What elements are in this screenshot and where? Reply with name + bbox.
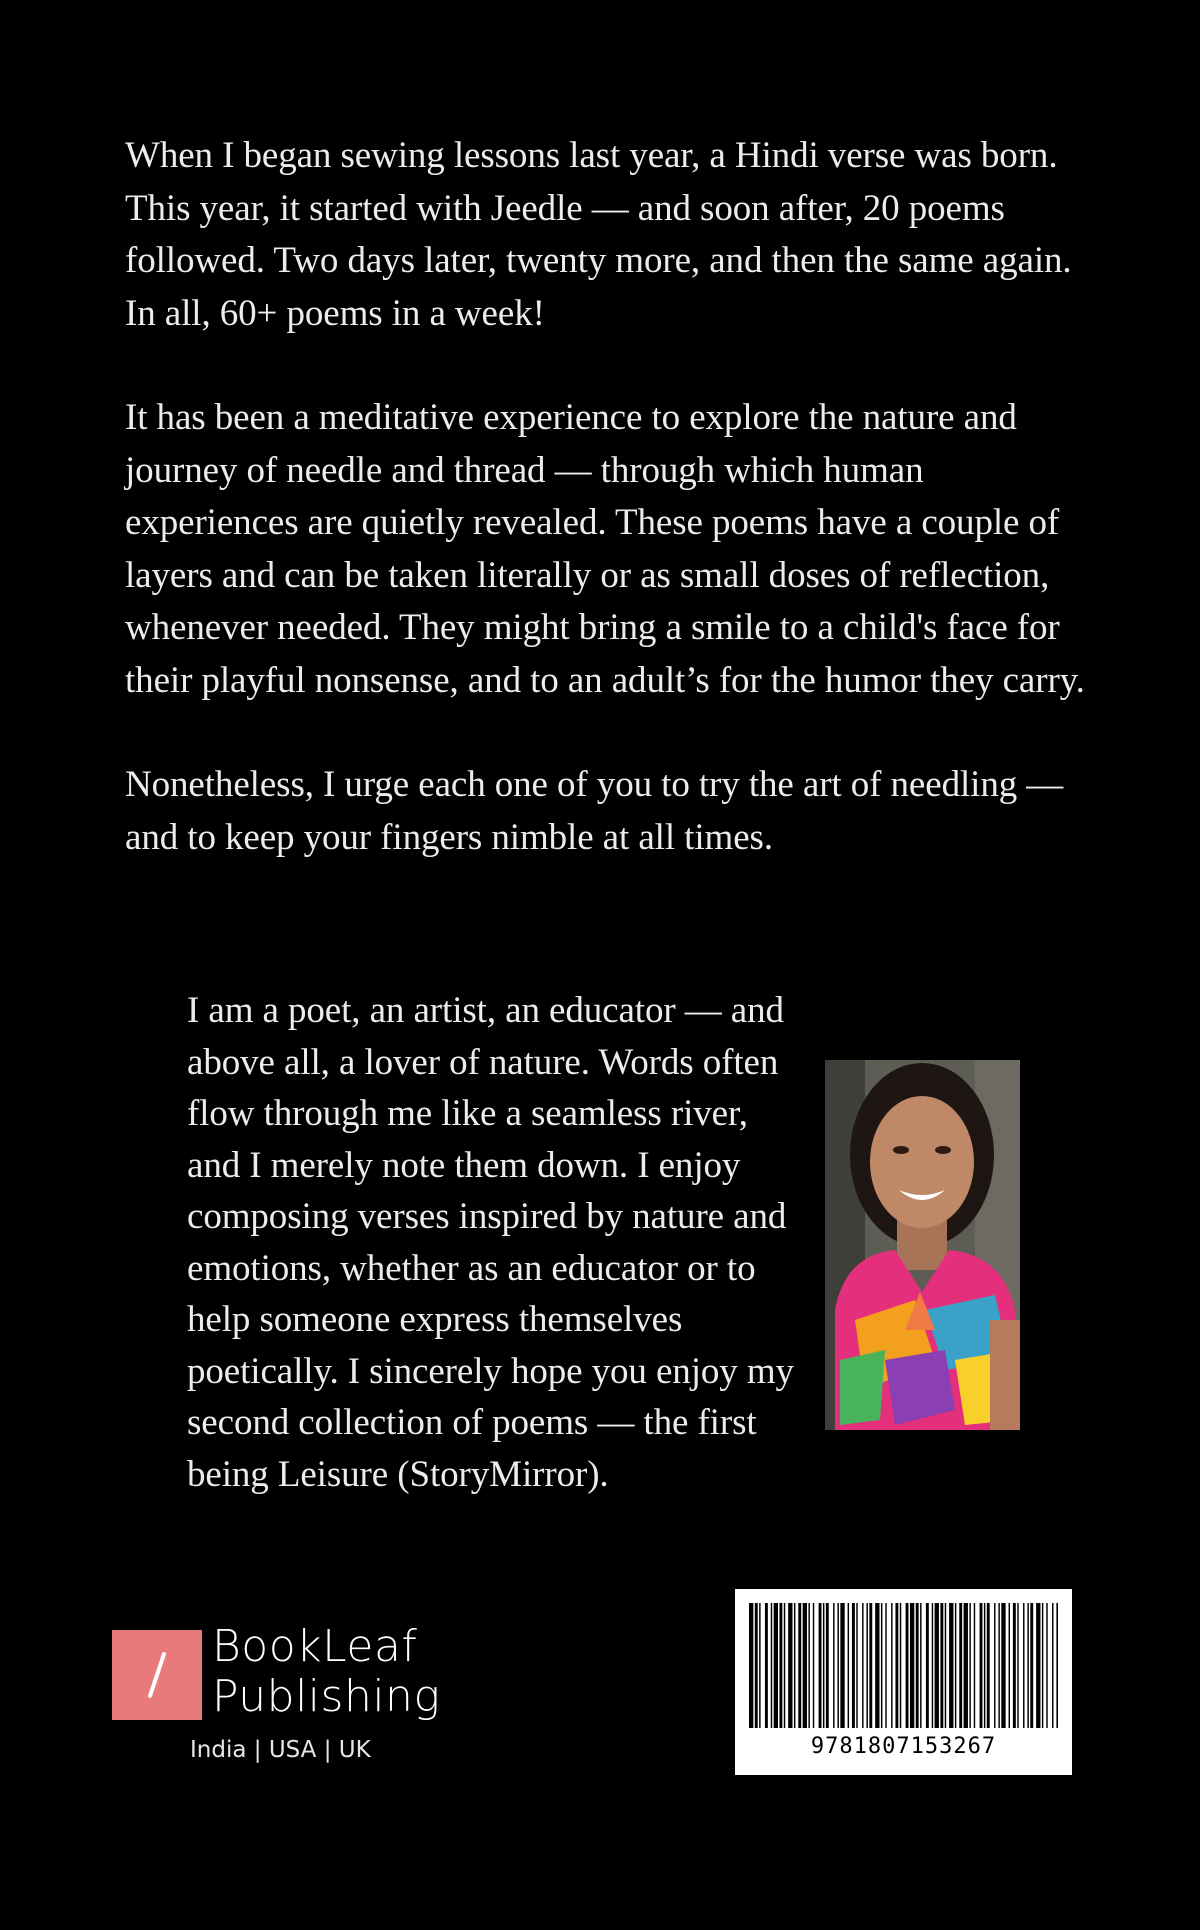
barcode-bar	[808, 1603, 809, 1728]
barcode-bar	[916, 1603, 919, 1728]
barcode-bar	[774, 1603, 778, 1728]
barcode-bar	[1013, 1603, 1016, 1728]
barcode-bar	[1056, 1603, 1058, 1728]
barcode-bar	[875, 1603, 879, 1728]
blurb-paragraph-3: Nonetheless, I urge each one of you to try the art of needling — and to keep your fingers nimble at all times.	[125, 764, 1064, 858]
barcode-bar	[998, 1603, 999, 1728]
barcode-bar	[794, 1603, 795, 1728]
barcode-bar	[833, 1603, 834, 1728]
barcode-bar	[1046, 1603, 1047, 1728]
barcode-bar	[881, 1603, 882, 1728]
barcode-bar	[900, 1603, 901, 1728]
barcode-bar	[1042, 1603, 1043, 1728]
publisher-regions: India | USA | UK	[190, 1737, 371, 1763]
publisher-name-line2: Publishing	[212, 1671, 441, 1722]
barcode-bar	[798, 1603, 801, 1728]
barcode-bar	[784, 1603, 785, 1728]
barcode-bar	[1023, 1603, 1024, 1728]
barcode-bar	[862, 1603, 863, 1728]
barcode-bar	[826, 1603, 829, 1728]
barcode-bar	[987, 1603, 990, 1728]
author-portrait-icon	[825, 1060, 1020, 1430]
barcode-bar	[840, 1603, 844, 1728]
isbn-barcode	[735, 1589, 1072, 1775]
barcode-bar	[984, 1603, 985, 1728]
barcode-bar	[885, 1603, 886, 1728]
barcode-bar	[1030, 1603, 1033, 1728]
barcode-bar	[1052, 1603, 1053, 1728]
barcode-bar	[771, 1603, 772, 1728]
barcode-bar	[945, 1603, 946, 1728]
barcode-bar	[848, 1603, 849, 1728]
author-bio-text: I am a poet, an artist, an educator — and above all, a lover of nature. Words often flow through me like a seamless river, and I merely note them down. I enjoy composing verses inspired by nature and emotions, whether as an educator or to help someone express themselves poetically. I sincerely hope you enjoy my second collection of poems — the first being Leisure (StoryMirror).	[187, 990, 794, 1495]
publisher-logo	[112, 1622, 472, 1772]
barcode-bar	[866, 1603, 867, 1728]
barcode-bar	[964, 1603, 968, 1728]
barcode-bar	[759, 1603, 760, 1728]
barcode-bar	[940, 1603, 943, 1728]
barcode-bar	[1017, 1603, 1018, 1728]
barcode-bar	[969, 1603, 970, 1728]
barcode-bar	[803, 1603, 807, 1728]
slash-logo-icon	[112, 1630, 202, 1720]
barcode-bar	[823, 1603, 824, 1728]
barcode-bar	[1009, 1603, 1010, 1728]
barcode-bar	[955, 1603, 956, 1728]
barcode-bar	[959, 1603, 962, 1728]
blurb-paragraph-2: It has been a meditative experience to explore the nature and journey of needle and thread — through which human experiences are quietly revealed. These poems have a couple of layers and can be taken literally or as small doses of reflection, whenever needed. They might bring a smile to a child's face for their playful nonsense, and to an adult’s for the humor they carry.	[125, 397, 1085, 701]
barcode-bar	[949, 1603, 953, 1728]
barcode-bar	[755, 1603, 758, 1728]
barcode-bar	[779, 1603, 782, 1728]
barcode-bar	[856, 1603, 857, 1728]
barcode-bar	[920, 1603, 921, 1728]
barcode-bar	[1001, 1603, 1005, 1728]
barcode-bar	[994, 1603, 995, 1728]
barcode-bar	[1036, 1603, 1040, 1728]
barcode-bar	[869, 1603, 872, 1728]
isbn-number: 9781807153267	[810, 1734, 997, 1759]
barcode-bar	[788, 1603, 792, 1728]
author-photo	[825, 1060, 1020, 1430]
barcode-bar	[819, 1603, 822, 1728]
publisher-name	[212, 1622, 440, 1722]
barcode-bar	[980, 1603, 983, 1728]
barcode-bar	[932, 1603, 933, 1728]
barcode-bar	[837, 1603, 838, 1728]
barcode-bar	[910, 1603, 914, 1728]
barcode-bar	[1027, 1603, 1028, 1728]
author-bio	[187, 985, 807, 1500]
barcode-bar	[935, 1603, 939, 1728]
barcode-bar	[813, 1603, 814, 1728]
barcode-bar	[765, 1603, 768, 1728]
barcode-bar	[891, 1603, 892, 1728]
barcode-bar	[749, 1603, 753, 1728]
barcode-bar	[852, 1603, 855, 1728]
barcode-bar	[974, 1603, 975, 1728]
back-cover-blurb	[125, 130, 1085, 916]
barcode-bar	[926, 1603, 929, 1728]
blurb-paragraph-1: When I began sewing lessons last year, a Hindi verse was born. This year, it started with Jeedle — and soon after, 20 poems followed. Two days later, twenty more, and then the same again. In all, 60+ poems in a week!	[125, 135, 1072, 334]
barcode-bar	[906, 1603, 909, 1728]
barcode-bar	[895, 1603, 898, 1728]
publisher-name-line1: BookLeaf	[212, 1621, 418, 1672]
